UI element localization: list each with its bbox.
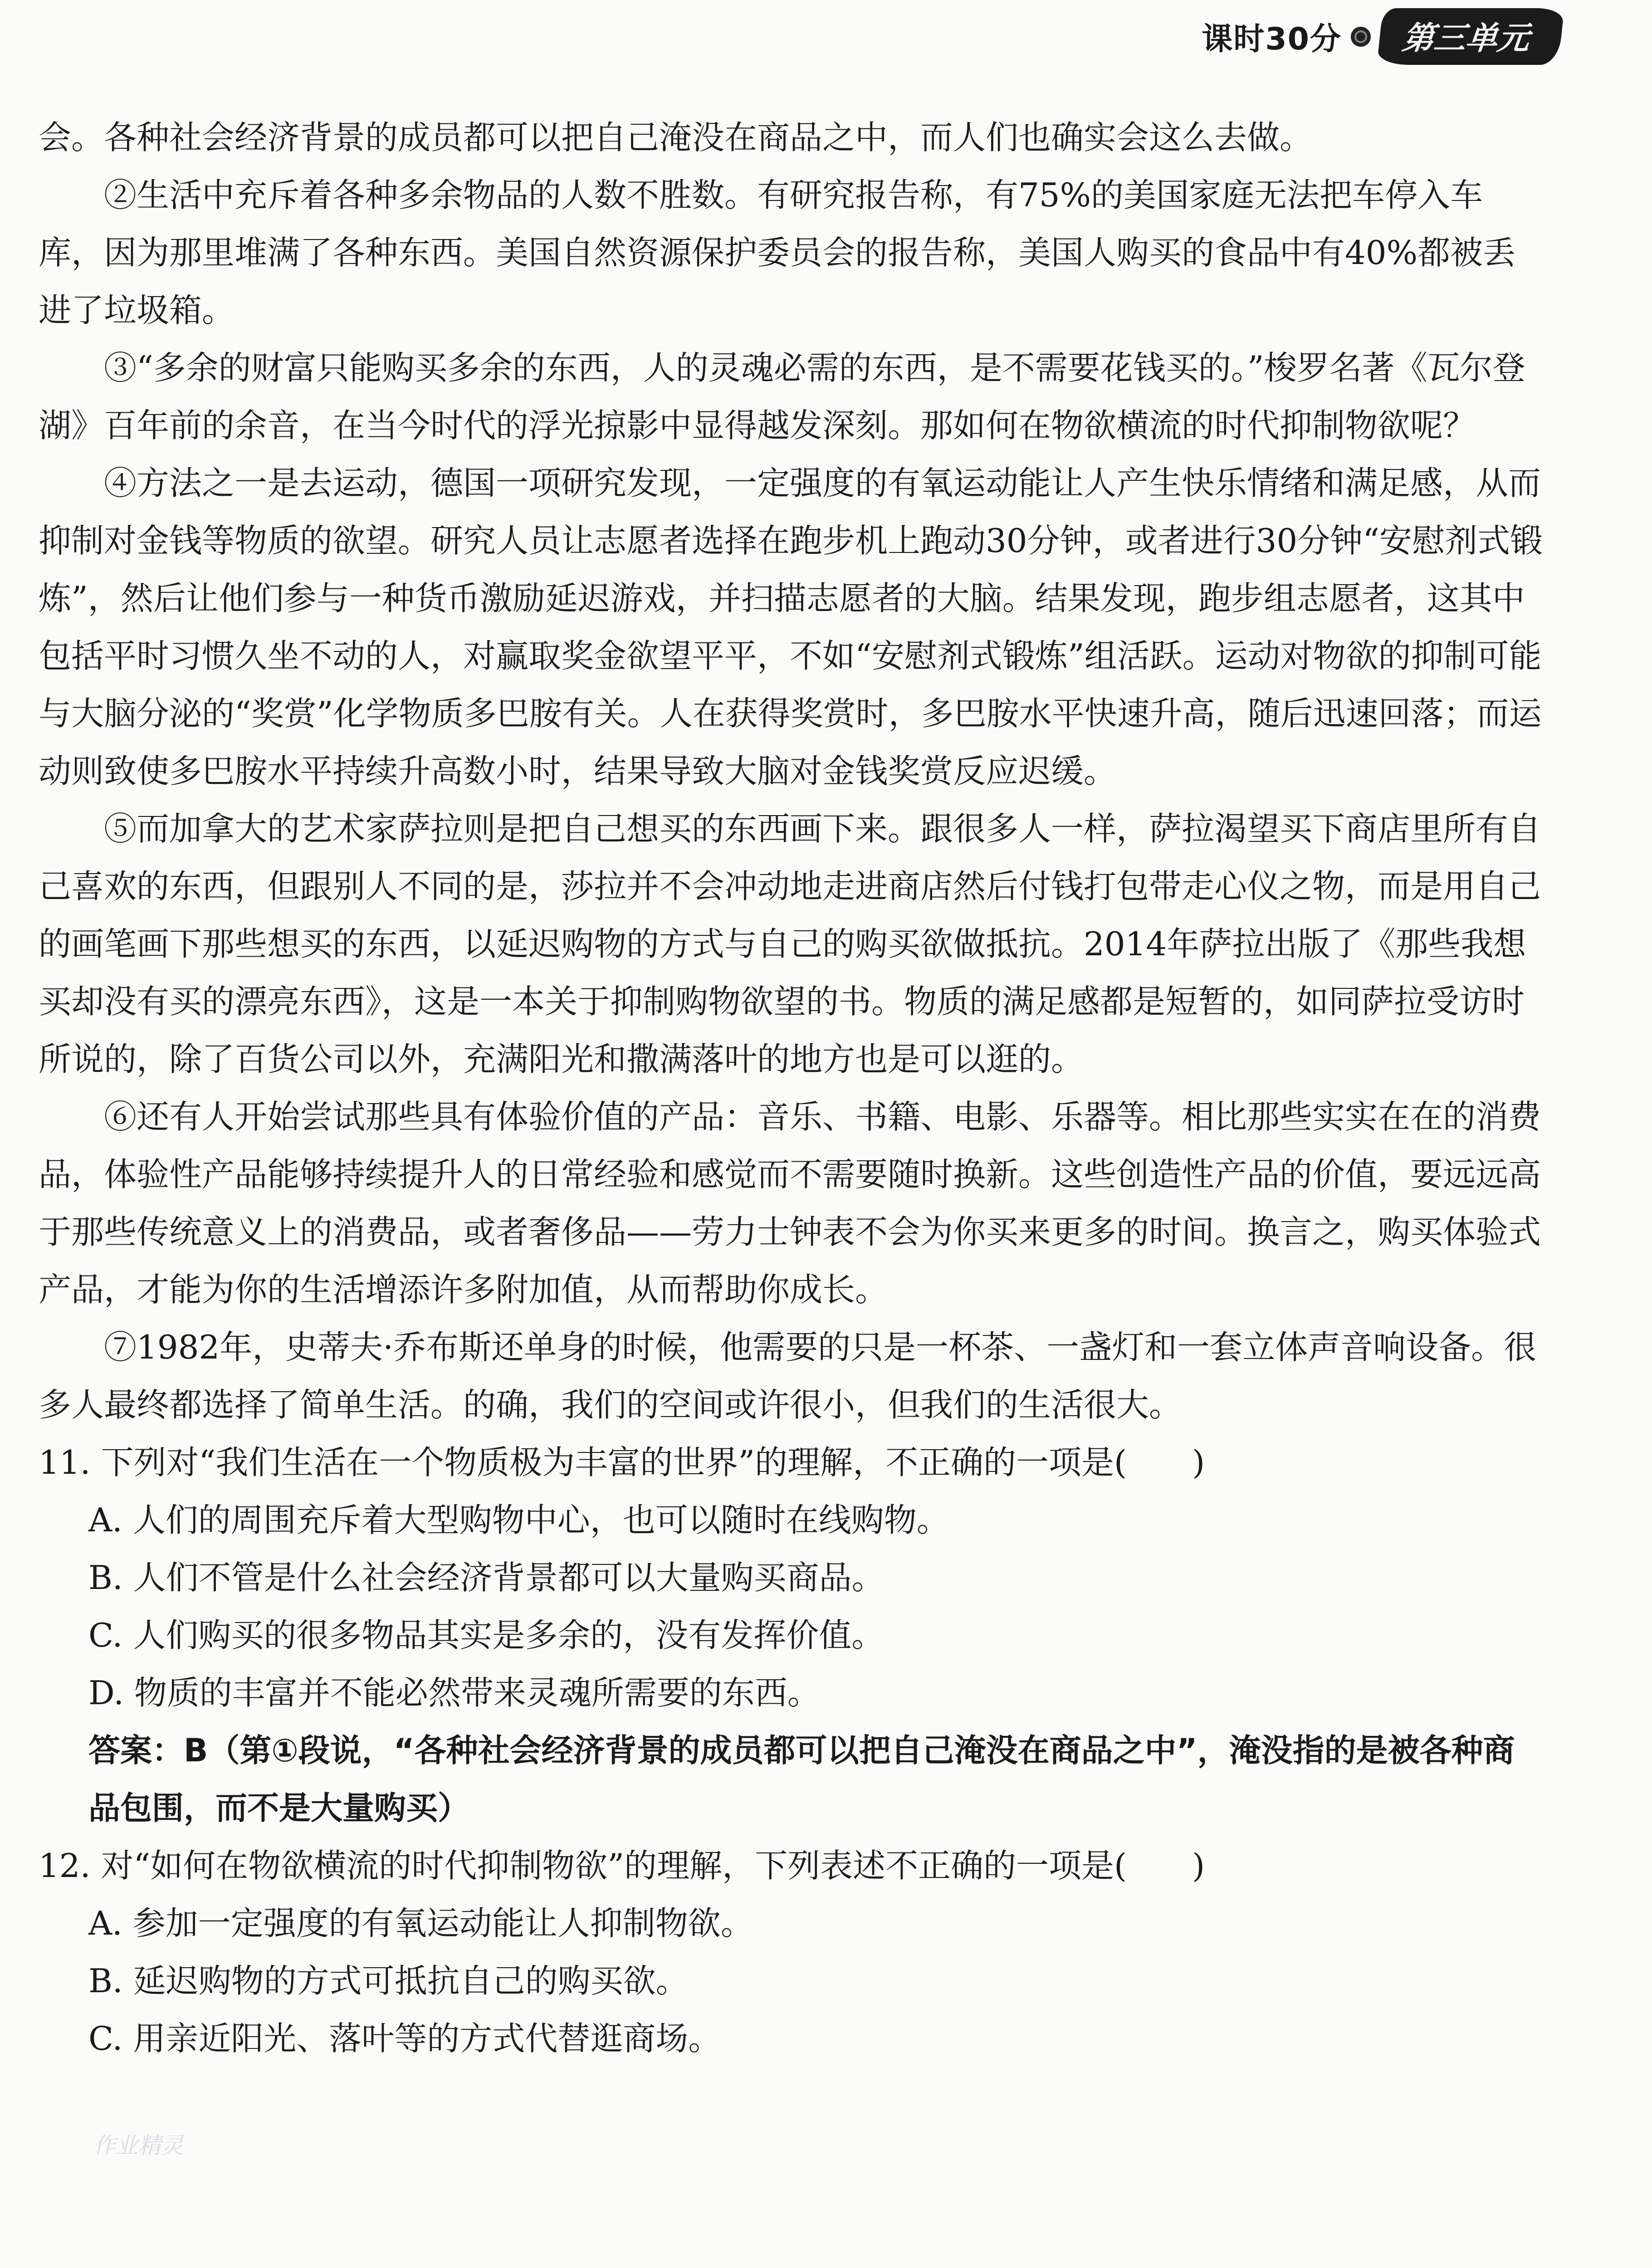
question-12 xyxy=(39,1837,1544,2068)
question-11-answer: 答案：B（第①段说，“各种社会经济背景的成员都可以把自己淹没在商品之中”，淹没指的是被各种商品包围，而不是大量购买） xyxy=(88,1732,1515,1827)
course-label: 课时30分 xyxy=(1202,21,1342,57)
reading-passage xyxy=(39,109,1544,2068)
question-11-option-a: A. 人们的周围充斥着大型购物中心，也可以随时在线购物。 xyxy=(88,1501,949,1539)
paragraph-6: ⑥还有人开始尝试那些具有体验价值的产品：音乐、书籍、电影、乐器等。相比那些实实在在的消费品，体验性产品能够持续提升人的日常经验和感觉而不需要随时换新。这些创造性产品的价值，要远远高于那些传统意义上的消费品，或者奢侈品——劳力士钟表不会为你买来更多的时间。换言之，购买体验式产品，才能为你的生活增添许多附加值，从而帮助你成长。 xyxy=(39,1098,1541,1309)
unit-banner: 第三单元 xyxy=(1377,8,1564,65)
paragraph-5: ⑤而加拿大的艺术家萨拉则是把自己想买的东西画下来。跟很多人一样，萨拉渴望买下商店里所有自己喜欢的东西，但跟别人不同的是，莎拉并不会冲动地走进商店然后付钱打包带走心仪之物，而是用自己的画笔画下那些想买的东西，以延迟购物的方式与自己的购买欲做抵抗。2014年萨拉出版了《那些我想买却没有买的漂亮东西》，这是一本关于抑制购物欲望的书。物质的满足感都是短暂的，如同萨拉受访时所说的，除了百货公司以外，充满阳光和撒满落叶的地方也是可以逛的。 xyxy=(39,810,1541,1078)
question-12-option-b: B. 延迟购物的方式可抵抗自己的购买欲。 xyxy=(88,1962,689,2000)
watermark: 作业精灵 xyxy=(93,2132,184,2159)
page-header xyxy=(1202,8,1561,65)
question-11-option-b: B. 人们不管是什么社会经济背景都可以大量购买商品。 xyxy=(88,1559,885,1597)
question-11-option-d: D. 物质的丰富并不能必然带来灵魂所需要的东西。 xyxy=(88,1674,820,1712)
question-12-stem: 12. 对“如何在物欲横流的时代抑制物欲”的理解，下列表述不正确的一项是( ) xyxy=(39,1847,1205,1885)
paragraph-7: ⑦1982年，史蒂夫·乔布斯还单身的时候，他需要的只是一杯茶、一盏灯和一套立体声音响设备。很多人最终都选择了简单生活。的确，我们的空间或许很小，但我们的生活很大。 xyxy=(39,1328,1537,1424)
question-11 xyxy=(39,1434,1544,1837)
paragraph-2: ②生活中充斥着各种多余物品的人数不胜数。有研究报告称，有75%的美国家庭无法把车停入车库，因为那里堆满了各种东西。美国自然资源保护委员会的报告称，美国人购买的食品中有40%都被丢进了垃圾箱。 xyxy=(39,176,1516,329)
paragraph-4: ④方法之一是去运动，德国一项研究发现，一定强度的有氧运动能让人产生快乐情绪和满足感，从而抑制对金钱等物质的欲望。研究人员让志愿者选择在跑步机上跑动30分钟，或者进行30分钟“安慰剂式锻炼”，然后让他们参与一种货币激励延迟游戏，并扫描志愿者的大脑。结果发现，跑步组志愿者，这其中包括平时习惯久坐不动的人，对赢取奖金欲望平平，不如“安慰剂式锻炼”组活跃。运动对物欲的抑制可能与大脑分泌的“奖赏”化学物质多巴胺有关。人在获得奖赏时，多巴胺水平快速升高，随后迅速回落；而运动则致使多巴胺水平持续升高数小时，结果导致大脑对金钱奖赏反应迟缓。 xyxy=(39,464,1543,790)
question-11-stem: 11. 下列对“我们生活在一个物质极为丰富的世界”的理解，不正确的一项是( ) xyxy=(39,1443,1205,1481)
bullet-circle-icon xyxy=(1351,27,1371,47)
paragraph-1-continued: 会。各种社会经济背景的成员都可以把自己淹没在商品之中，而人们也确实会这么去做。 xyxy=(39,118,1313,156)
question-11-option-c: C. 人们购买的很多物品其实是多余的，没有发挥价值。 xyxy=(88,1616,885,1654)
paragraph-3: ③“多余的财富只能购买多余的东西，人的灵魂必需的东西，是不需要花钱买的。”梭罗名著《瓦尔登湖》百年前的余音，在当今时代的浮光掠影中显得越发深刻。那如何在物欲横流的时代抑制物欲呢？ xyxy=(39,349,1525,445)
question-12-option-c: C. 用亲近阳光、落叶等的方式代替逛商场。 xyxy=(88,2019,721,2058)
question-12-option-a: A. 参加一定强度的有氧运动能让人抑制物欲。 xyxy=(88,1904,753,1942)
